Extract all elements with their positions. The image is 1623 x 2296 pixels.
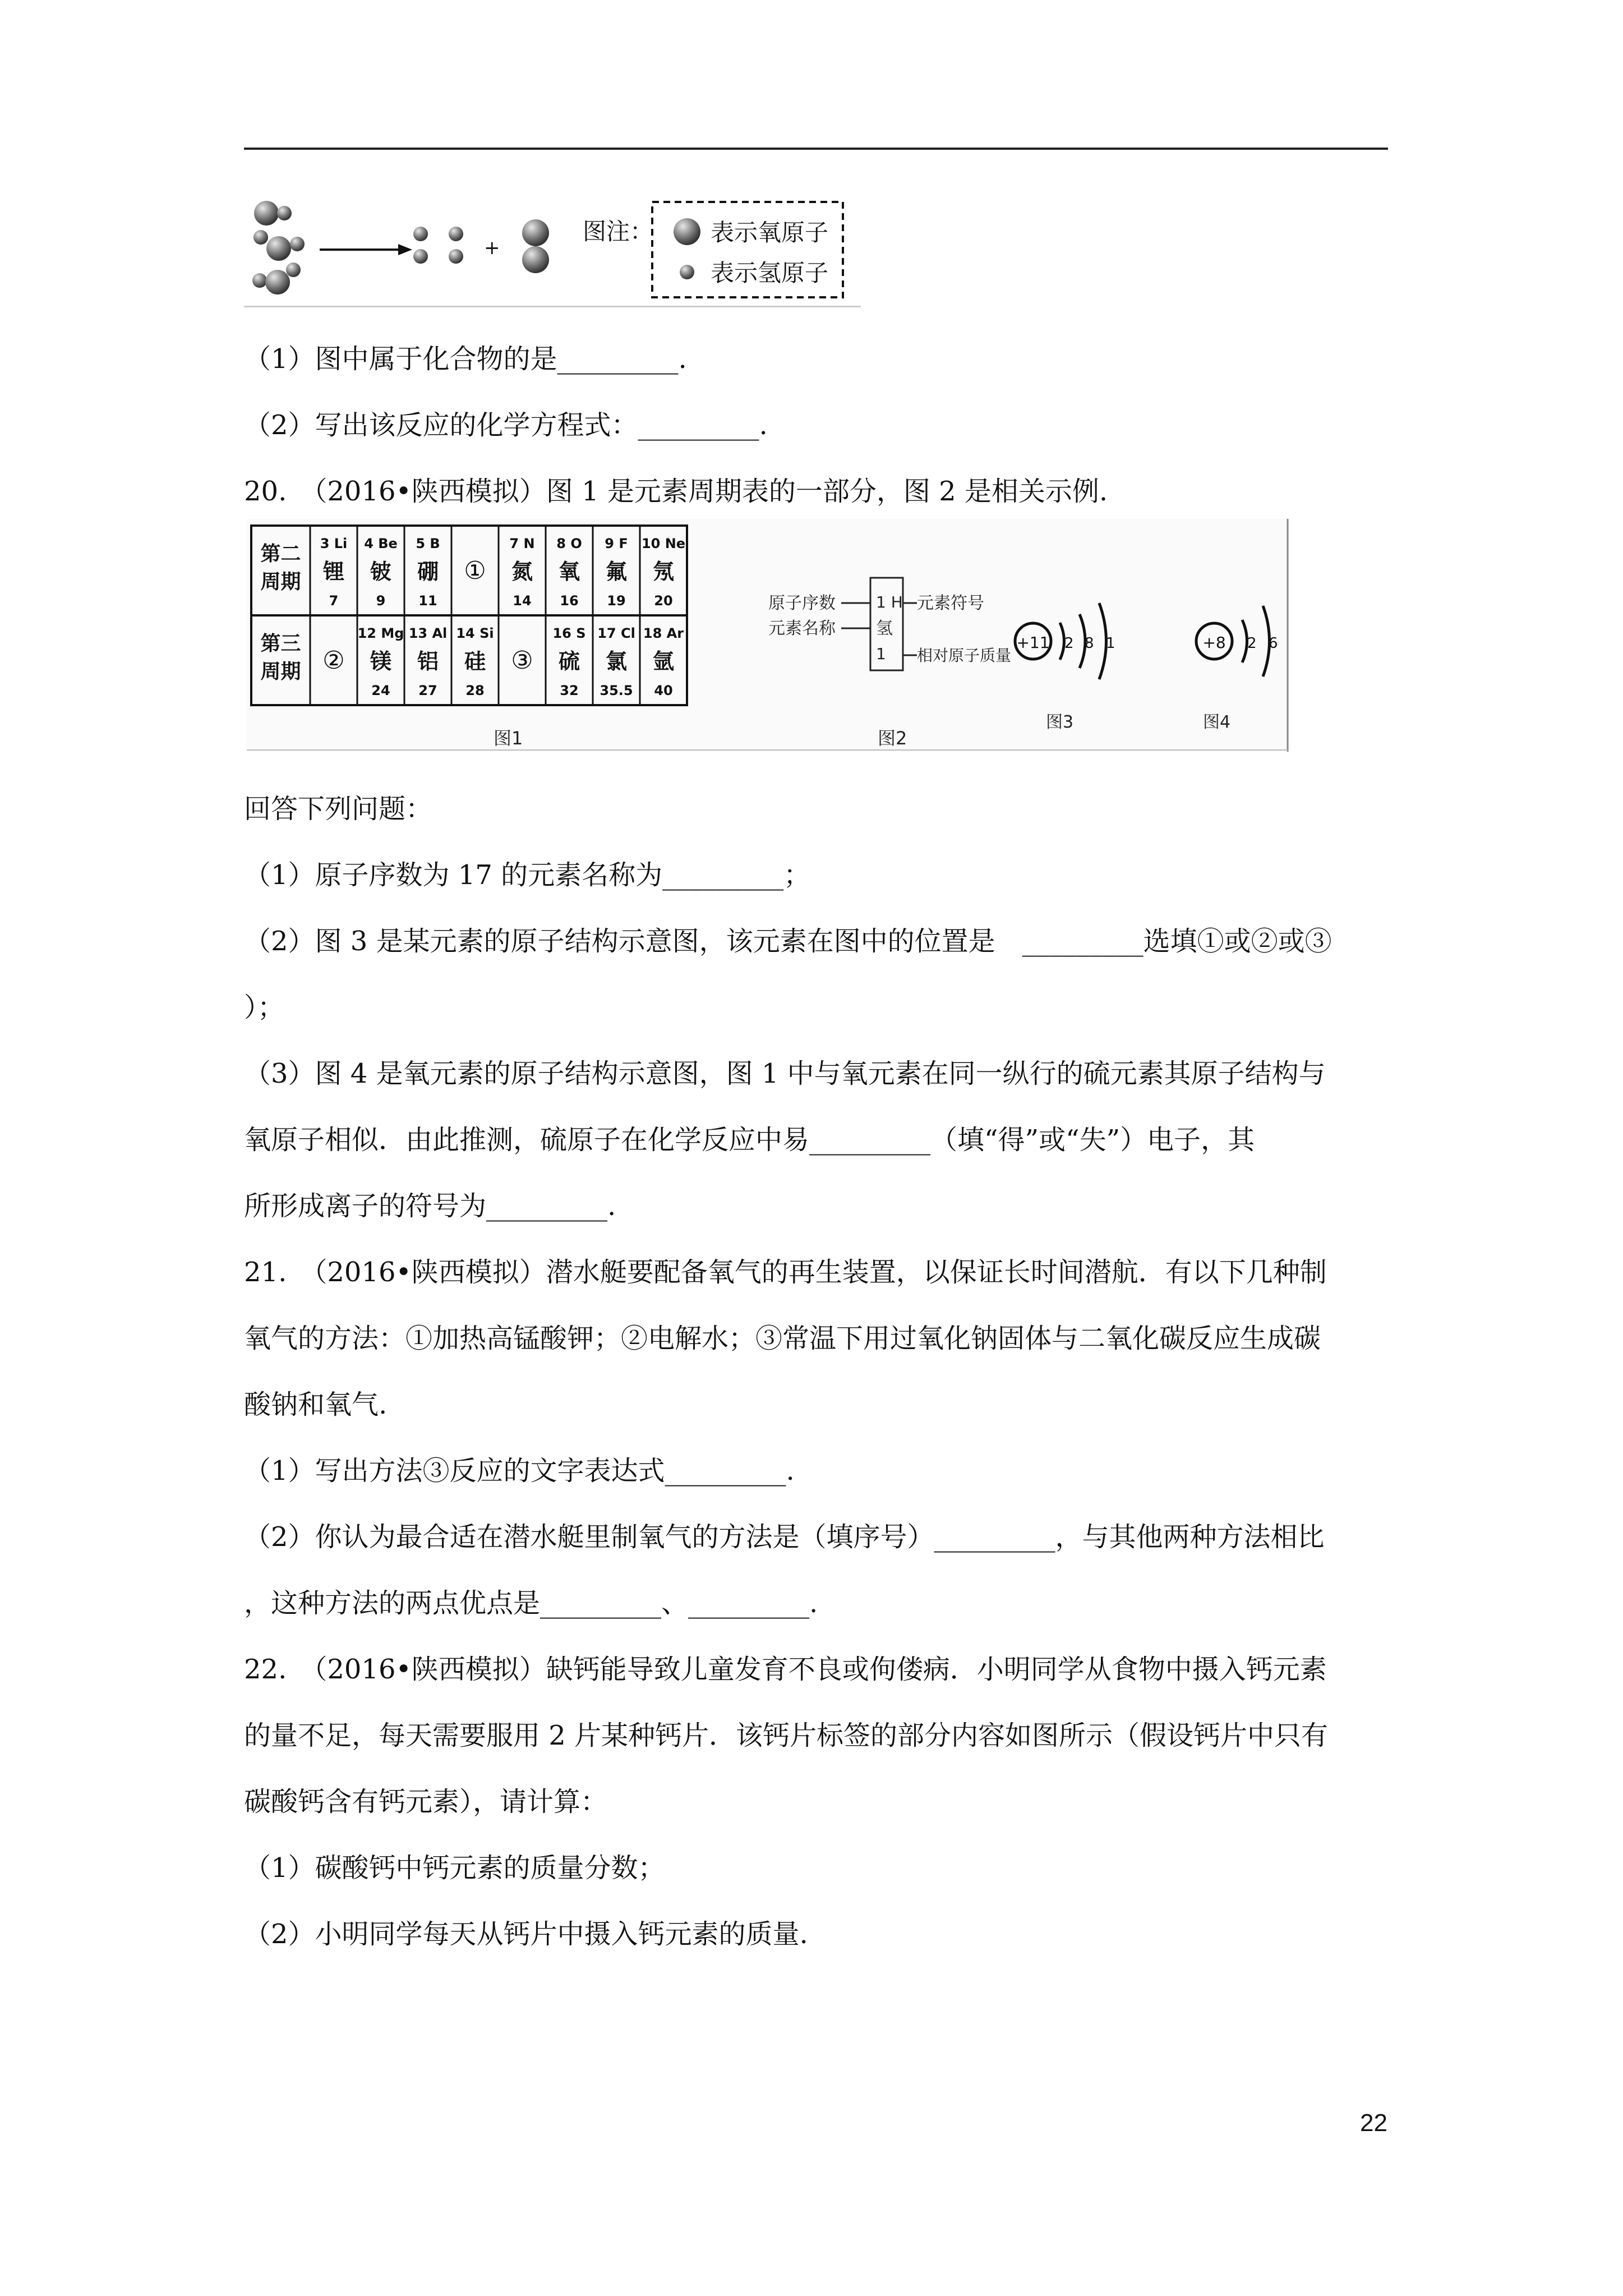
fig3-caption: 图3 [1046,712,1074,732]
q21-line-5: ，这种方法的两点优点是_________、_________. [244,1588,818,1619]
reaction-diagram [244,188,861,306]
atom4-shell-1: 2 [1247,635,1257,652]
element-mass: 11 [418,593,437,609]
element-name: 氧 [558,559,580,584]
period3-blank-cell: ③ [511,646,533,675]
element-name-label: 元素名称 [768,619,836,638]
element-mass: 19 [607,593,626,609]
q20-line-4: （3）图 4 是氧元素的原子结构示意图，图 1 中与氧元素在同一纵行的硫元素其原子结构与 [244,1058,1326,1089]
q20-line-2: （2）图 3 是某元素的原子结构示意图，该元素在图中的位置是 _________选填①或②或③ [244,926,1332,957]
legend-oxygen: 表示氧原子 [711,219,829,246]
element-name: 镁 [370,649,392,674]
q22-line-0: 22. （2016•陕西模拟）缺钙能导致儿童发育不良或佝偻病．小明同学从食物中摄入钙元素 [244,1654,1327,1685]
element-mass: 7 [329,593,339,609]
q19-sub2: （2）写出该反应的化学方程式：_________. [244,409,768,441]
period2-label-1: 第二 [260,542,301,565]
q22-line-2: 碳酸钙含有钙元素），请计算： [244,1786,608,1818]
example-cell-mass: 1 [876,645,886,663]
atomic-number-label: 原子序数 [768,593,836,613]
header-rule [244,148,1388,150]
element-mass: 9 [376,593,386,609]
q22-line-4: （2）小明同学每天从钙片中摄入钙元素的质量. [244,1918,808,1950]
hydrogen-atom-icon [680,265,694,279]
element-number-symbol: 7 N [509,536,535,551]
figure-bottom-rule [244,306,861,307]
element-number-symbol: 14 Si [456,625,494,641]
element-name: 锂 [322,559,345,584]
element-mass: 27 [418,683,437,698]
legend-title: 图注： [583,218,654,245]
element-name: 硫 [558,649,580,674]
element-mass: 24 [371,683,390,698]
element-name: 硅 [464,649,486,674]
element-number-symbol: 17 Cl [597,625,635,641]
element-name: 氮 [511,559,533,584]
element-mass: 14 [513,593,532,609]
plus-sign: + [484,237,500,259]
element-number-symbol: 4 Be [364,536,398,551]
element-name: 氩 [652,649,675,674]
oxygen-molecule [522,219,549,273]
q19-sub1: （1）图中属于化合物的是_________. [244,343,687,375]
period2-blank-cell: ① [464,556,486,585]
period2-label-2: 周期 [260,570,301,593]
period3-blank-cell: ② [322,646,345,675]
q21-line-2: 酸钠和氧气. [244,1389,388,1420]
element-number-symbol: 10 Ne [641,536,686,551]
element-mass: 20 [654,593,673,609]
period3-label-2: 周期 [260,660,301,683]
element-mass: 35.5 [600,683,633,698]
element-name: 铝 [417,649,439,674]
atom3-shell-3: 1 [1106,635,1115,652]
element-name: 氯 [605,649,628,674]
element-name: 硼 [417,559,439,584]
q22-line-1: 的量不足，每天需要服用 2 片某种钙片．该钙片标签的部分内容如图所示（假设钙片中只有 [244,1720,1329,1751]
element-number-symbol: 8 O [556,536,582,551]
q20-line-3: ）； [244,992,285,1023]
page-number: 22 [1360,2109,1387,2137]
q20-line-5: 氧原子相似．由此推测，硫原子在化学反应中易_________（填“得”或“失”）电子，其 [244,1124,1255,1156]
element-number-symbol: 5 B [416,536,440,551]
fig2-caption: 图2 [878,728,907,749]
element-number-symbol: 18 Ar [643,625,684,641]
element-number-symbol: 16 S [552,625,586,641]
element-name: 氟 [605,559,628,584]
q20-line-1: （1）原子序数为 17 的元素名称为_________； [244,859,811,891]
q21-line-3: （1）写出方法③反应的文字表达式_________. [244,1455,795,1487]
atom4-shell-2: 6 [1269,635,1278,652]
element-mass: 16 [560,593,579,609]
element-mass: 40 [654,683,673,698]
atom3-shell-2: 8 [1085,635,1094,652]
q20-stem: 20. （2016•陕西模拟）图 1 是元素周期表的一部分，图 2 是相关示例. [244,476,1108,507]
element-name: 氖 [652,559,675,584]
atom3-shell-1: 2 [1064,635,1074,652]
example-cell-top: 1 H [876,593,903,611]
period3-label-1: 第三 [260,632,301,655]
element-number-symbol: 3 Li [320,536,348,551]
fig4-caption: 图4 [1203,712,1231,732]
q22-line-3: （1）碳酸钙中钙元素的质量分数； [244,1852,665,1884]
element-name: 铍 [370,559,392,584]
element-number-symbol: 13 Al [408,625,448,641]
q21-line-4: （2）你认为最合适在潜水艇里制氧气的方法是（填序号）_________，与其他两种方法相比 [244,1521,1325,1553]
fig1-caption: 图1 [494,728,523,749]
oxygen-atom-icon [674,218,700,245]
element-number-symbol: 12 Mg [357,625,404,641]
legend-hydrogen: 表示氢原子 [711,259,829,287]
reactant-molecules [252,201,305,295]
atom3-nucleus: +11 [1016,633,1050,652]
example-cell-name: 氢 [876,619,893,638]
q21-line-0: 21. （2016•陕西模拟）潜水艇要配备氧气的再生装置，以保证长时间潜航．有以下几种制 [244,1257,1327,1288]
element-mass: 28 [465,683,485,698]
symbol-label: 元素符号 [917,593,984,613]
q21-line-1: 氧气的方法：①加热高锰酸钾；②电解水；③常温下用过氧化钠固体与二氧化碳反应生成碳 [244,1323,1321,1354]
atom4-nucleus: +8 [1202,633,1226,652]
mass-label: 相对原子质量 [917,646,1012,665]
element-number-symbol: 9 F [605,536,628,551]
q20-figure [247,519,1290,752]
q20-line-6: 所形成离子的符号为_________. [244,1190,616,1222]
element-mass: 32 [560,683,579,698]
hydrogen-molecules [413,227,463,264]
q20-line-0: 回答下列问题： [244,793,433,825]
